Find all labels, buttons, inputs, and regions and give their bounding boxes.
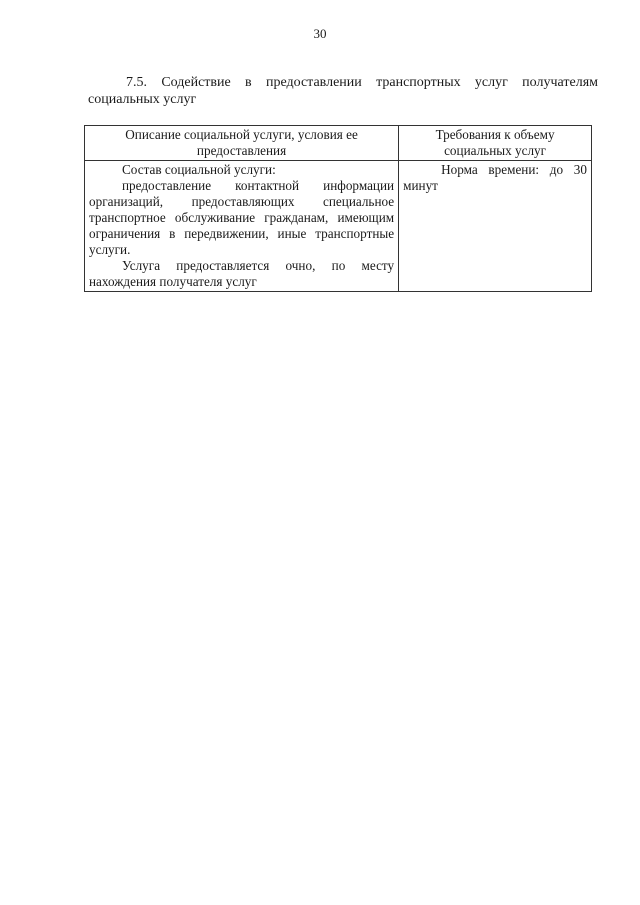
requirement-cell [399, 161, 592, 292]
header-description: Описание социальной услуги, условия ее предоставления [85, 126, 399, 161]
table-header-row [85, 126, 592, 161]
service-requirements-table [84, 125, 592, 292]
section-heading: 7.5. Содействие в предоставлении транспортных услуг получателям социальных услуг [88, 75, 598, 107]
time-norm: Норма времени: до 30 минут [403, 162, 587, 193]
composition-text: предоставление контактной информации организаций, предоставляющих специальное транспортное обслуживание гражданам, имеющим ограничения в передвижении, иные транспортные услуги. [89, 178, 395, 257]
composition-title: Состав социальной услуги: [122, 162, 276, 177]
header-requirements: Требования к объему социальных услуг [399, 126, 592, 161]
table-row [85, 161, 592, 292]
description-cell [85, 161, 399, 292]
delivery-condition: Услуга предоставляется очно, по месту нахождения получателя услуг [89, 258, 395, 289]
page-number: 30 [313, 26, 327, 41]
